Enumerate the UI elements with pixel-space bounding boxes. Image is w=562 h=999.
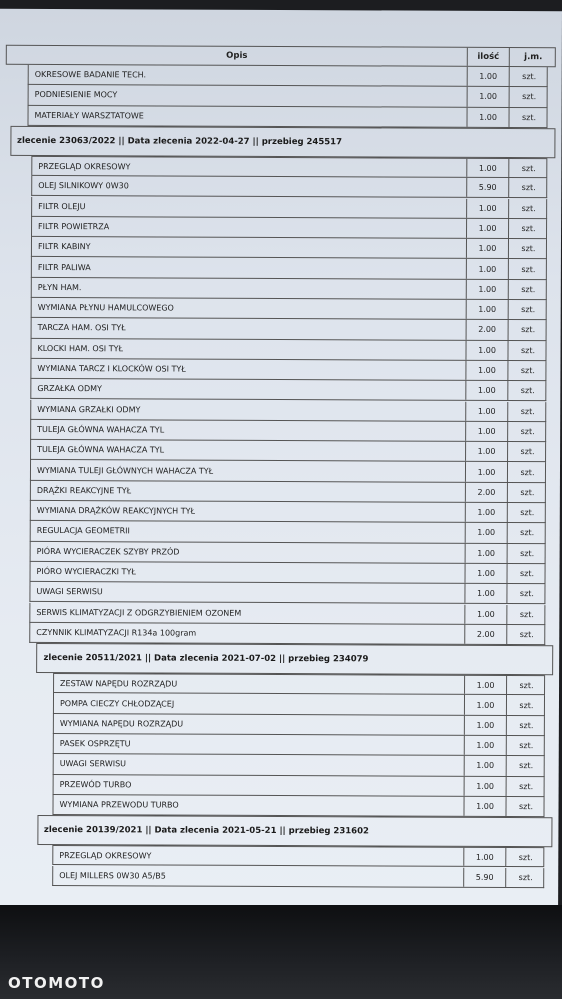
item-quantity: 1.00 (464, 695, 506, 714)
item-description: PODNIESIENIE MOCY (34, 90, 118, 100)
item-description: PRZEGLĄD OKRESOWY (59, 850, 152, 861)
item-quantity: 2.00 (464, 625, 506, 644)
item-description: TULEJA GŁÓWNA WAHACZA TYL (37, 445, 165, 455)
item-unit: szt. (507, 564, 547, 583)
item-unit: szt. (508, 239, 548, 258)
otomoto-logo: OTOMOTO (8, 974, 105, 992)
item-description: SERWIS KLIMATYZACJI Z ODGRZYBIENIEM OZONEM (36, 607, 242, 618)
item-description: FILTR OLEJU (38, 201, 86, 211)
item-quantity: 1.00 (466, 159, 508, 177)
order-header: zlecenie 20511/2021 || Data zlecenia 2021-07-02 || przebieg 234079 (36, 643, 553, 675)
item-unit: szt. (508, 300, 548, 319)
table-row (30, 339, 546, 362)
item-unit: szt. (507, 544, 547, 563)
item-description: FILTR KABINY (37, 242, 91, 252)
table-row (52, 795, 544, 817)
table-row (31, 237, 547, 260)
item-unit: szt. (506, 756, 546, 775)
table-row (27, 105, 547, 128)
table-row (28, 85, 548, 108)
table-row (29, 623, 545, 646)
item-description: FILTR POWIETRZA (38, 221, 110, 232)
item-description: WYMIANA PŁYNU HAMULCOWEGO (37, 303, 174, 313)
item-quantity: 1.00 (466, 259, 508, 278)
item-description: WYMIANA NAPĘDU ROZRZĄDU (59, 718, 184, 729)
table-row (30, 562, 546, 585)
item-quantity: 1.00 (464, 756, 506, 775)
item-unit: szt. (508, 178, 548, 197)
item-unit: szt. (506, 625, 546, 644)
item-description: UWAGI SERWISU (36, 587, 103, 597)
item-unit: szt. (506, 736, 546, 755)
item-quantity: 1.00 (465, 422, 507, 441)
item-description: KLOCKI HAM. OSI TYŁ (37, 343, 124, 354)
item-description: REGULACJA GEOMETRII (36, 526, 130, 536)
item-description: WYMIANA TARCZ I KLOCKÓW OSI TYŁ (37, 363, 186, 374)
item-quantity: 1.00 (465, 543, 507, 562)
item-unit: szt. (506, 604, 546, 623)
item-unit: szt. (509, 67, 549, 86)
table-row (31, 278, 547, 301)
item-unit: szt. (507, 341, 547, 360)
item-description: OLEJ SILNIKOWY 0W30 (38, 181, 129, 191)
order-header: zlecenie 20139/2021 || Data zlecenia 2021-05-21 || przebieg 231602 (37, 815, 553, 847)
item-unit: szt. (508, 159, 548, 177)
item-quantity: 1.00 (465, 523, 507, 542)
item-quantity: 1.00 (466, 107, 508, 126)
table-row (30, 420, 546, 443)
item-quantity: 1.00 (464, 736, 506, 755)
item-quantity: 5.90 (466, 178, 508, 197)
item-unit: szt. (508, 320, 548, 339)
table-row (52, 845, 544, 867)
item-description: OLEJ MILLERS 0W30 A5/B5 (59, 870, 166, 881)
item-unit: szt. (507, 361, 547, 380)
item-unit: j.m. (509, 48, 557, 66)
table-row (53, 775, 545, 797)
table-row (31, 176, 547, 199)
item-description: PASEK OSPRZĘTU (59, 739, 131, 749)
table-row (53, 754, 545, 776)
item-description: FILTR PALIWA (37, 262, 91, 272)
item-description: OKRESOWE BADANIE TECH. (34, 70, 147, 80)
item-description: TULEJA GŁÓWNA WAHACZA TYL (37, 424, 165, 435)
item-description: PIÓRA WYCIERACZEK SZYBY PRZÓD (36, 546, 180, 557)
table-row (28, 65, 548, 88)
table-row (53, 693, 545, 715)
item-description: Opis (226, 50, 248, 61)
item-description: PRZEWÓD TURBO (59, 779, 132, 790)
item-quantity: 1.00 (465, 340, 507, 359)
item-unit: szt. (507, 503, 547, 522)
item-description: UWAGI SERWISU (59, 759, 127, 769)
item-quantity: 1.00 (463, 797, 505, 816)
item-description: DRĄŻKI REAKCYJNE TYŁ (36, 485, 132, 496)
item-quantity: 1.00 (466, 300, 508, 319)
table-row (31, 196, 547, 219)
item-description: ZESTAW NAPĘDU ROZRZĄDU (60, 678, 178, 689)
item-description: PIÓRO WYCIERACZKI TYŁ (36, 566, 136, 577)
table-header (6, 45, 556, 67)
table-row (30, 481, 546, 504)
item-unit: szt. (508, 198, 548, 217)
item-quantity: 1.00 (465, 401, 507, 420)
table-row (30, 440, 546, 463)
item-unit: szt. (506, 584, 546, 603)
item-quantity: 1.00 (465, 462, 507, 481)
table-row (30, 359, 546, 382)
item-description: PRZEGLĄD OKRESOWY (38, 161, 131, 171)
item-unit: szt. (508, 280, 548, 299)
table-row (53, 673, 545, 695)
item-unit: szt. (507, 483, 547, 502)
item-quantity: 1.00 (464, 776, 506, 795)
item-unit: szt. (507, 462, 547, 481)
item-quantity: 1.00 (466, 219, 508, 238)
item-unit: szt. (506, 777, 546, 796)
table-row (30, 399, 546, 422)
item-quantity: 2.00 (465, 482, 507, 501)
item-quantity: 1.00 (465, 564, 507, 583)
table-row (52, 866, 544, 888)
item-description: GRZAŁKA ODMY (37, 384, 102, 394)
item-unit: szt. (507, 381, 547, 400)
order-header: zlecenie 23063/2022 || Data zlecenia 2022-04-27 || przebieg 245517 (10, 126, 556, 158)
item-description: MATERIAŁY WARSZTATOWE (34, 110, 144, 121)
item-unit: szt. (508, 259, 548, 278)
item-description: WYMIANA DRĄŻKÓW REAKCYJNYCH TYŁ (36, 506, 196, 516)
item-unit: szt. (507, 442, 547, 461)
table-row (30, 521, 546, 544)
table-row (53, 734, 545, 756)
item-quantity: 1.00 (467, 87, 509, 106)
item-unit: szt. (505, 867, 545, 886)
item-quantity: 1.00 (464, 604, 506, 623)
item-quantity: 1.00 (467, 67, 509, 86)
item-description: POMPA CIECZY CHŁODZĄCEJ (59, 698, 175, 709)
item-description: CZYNNIK KLIMATYZACJI R134a 100gram (36, 627, 197, 638)
item-quantity: 1.00 (465, 381, 507, 400)
item-quantity: 5.90 (463, 867, 505, 886)
table-row (29, 582, 545, 605)
item-quantity: 1.00 (463, 848, 505, 866)
table-row (31, 156, 547, 179)
table-row (29, 602, 545, 625)
item-unit: szt. (505, 848, 545, 866)
item-quantity: ilość (467, 48, 509, 66)
item-unit: szt. (507, 401, 547, 420)
item-description: TARCZA HAM. OSI TYŁ (37, 323, 126, 333)
item-description: PŁYN HAM. (37, 282, 82, 292)
item-unit: szt. (506, 695, 546, 714)
table-row (31, 298, 547, 321)
item-quantity: 1.00 (464, 715, 506, 734)
item-quantity: 1.00 (466, 239, 508, 258)
table-row (31, 217, 547, 240)
item-quantity: 1.00 (465, 361, 507, 380)
item-unit: szt. (506, 716, 546, 735)
table-row (30, 379, 546, 402)
item-unit: szt. (509, 87, 549, 106)
item-quantity: 2.00 (466, 320, 508, 339)
item-description: WYMIANA TULEJI GŁÓWNYCH WAHACZA TYŁ (36, 465, 214, 476)
table-row (53, 714, 545, 736)
table-row (31, 318, 547, 341)
item-quantity: 1.00 (465, 503, 507, 522)
item-unit: szt. (508, 219, 548, 238)
item-unit: szt. (505, 797, 545, 816)
table-row (30, 542, 546, 565)
document-page (0, 9, 562, 911)
item-quantity: 1.00 (466, 198, 508, 217)
table-row (31, 257, 547, 280)
table-row (30, 501, 546, 524)
item-unit: szt. (507, 422, 547, 441)
item-quantity: 1.00 (464, 676, 506, 694)
item-unit: szt. (508, 108, 548, 127)
item-unit: szt. (507, 523, 547, 542)
table-row (30, 460, 546, 483)
item-description: WYMIANA PRZEWODU TURBO (59, 800, 179, 810)
item-quantity: 1.00 (464, 584, 506, 603)
item-quantity: 1.00 (466, 279, 508, 298)
item-quantity: 1.00 (465, 442, 507, 461)
item-unit: szt. (506, 676, 546, 694)
item-description: WYMIANA GRZAŁKI ODMY (37, 404, 141, 415)
